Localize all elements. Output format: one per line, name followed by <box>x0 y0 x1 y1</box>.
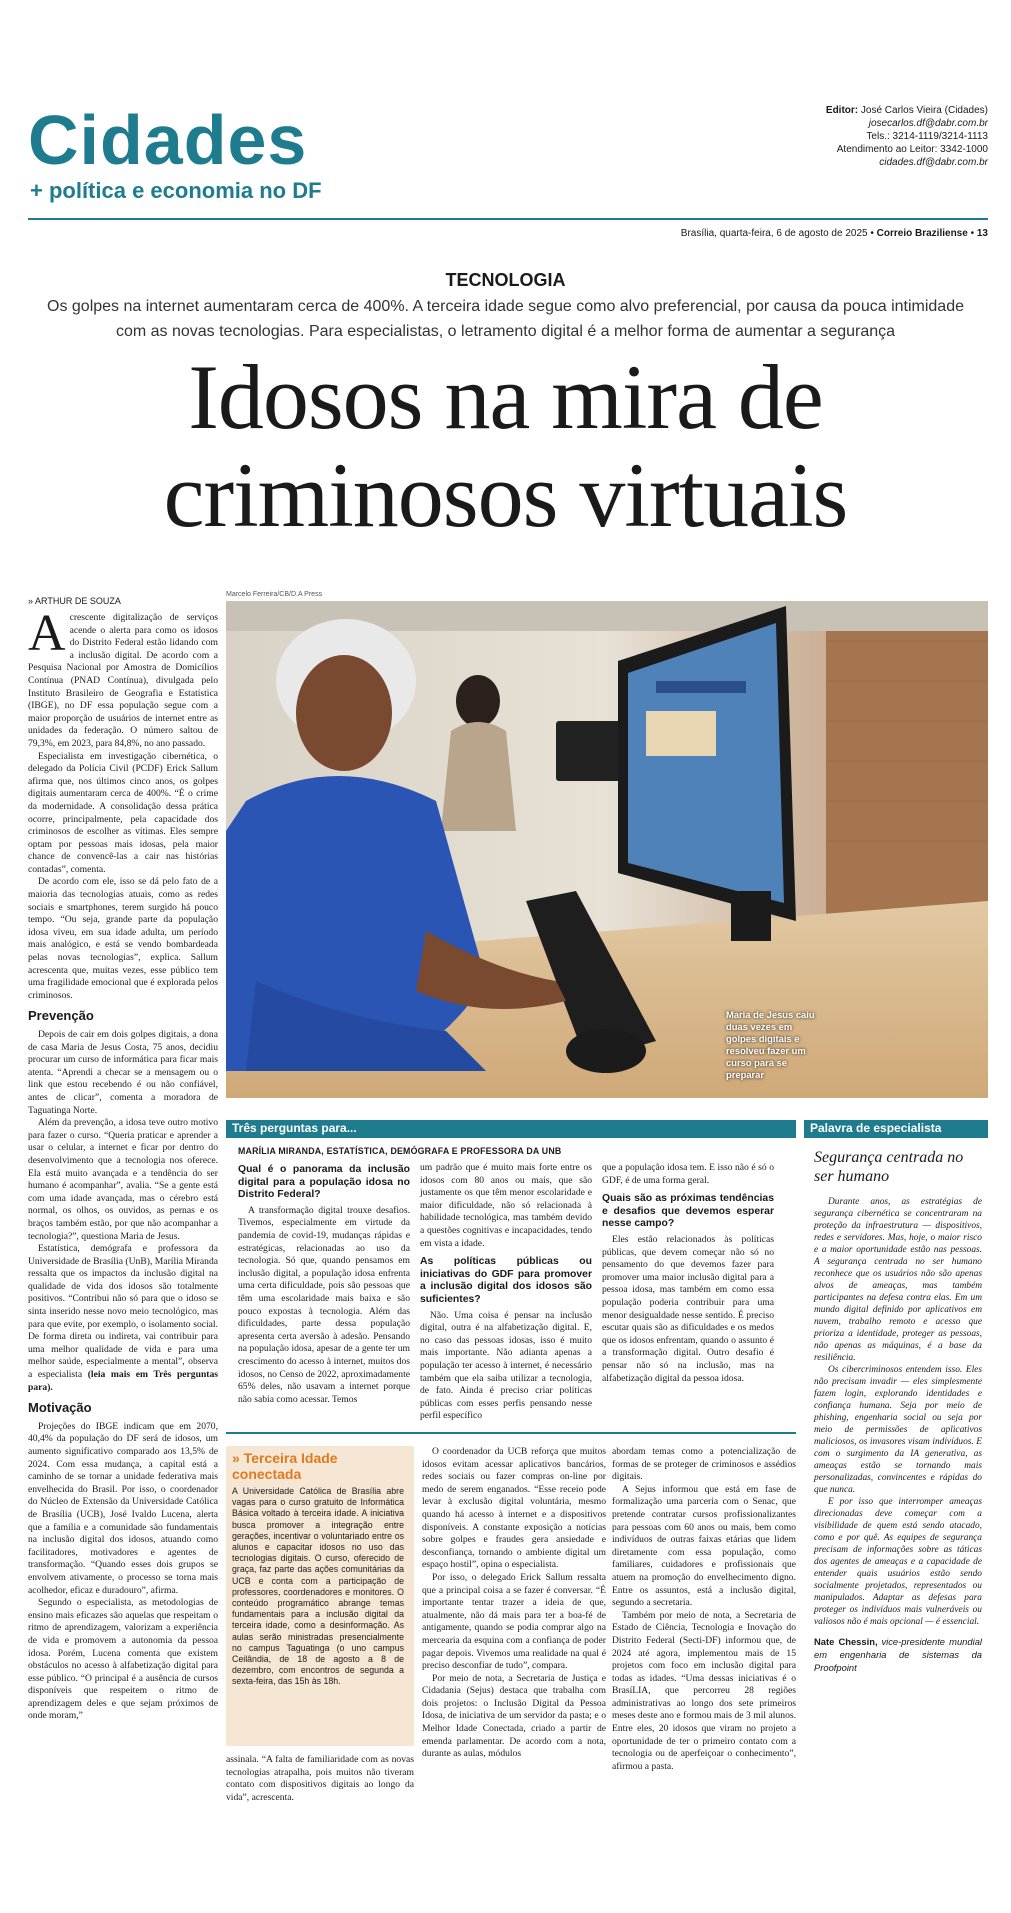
body-paragraph: A Sejus informou que está em fase de formalização uma parceria com o Senac, que pretende contratar cursos profissionalizantes para pessoas com 60 anos ou mais, bem como indivíduos de outras faixas etárias que lidem diretamente com essa população, como familiares, cuidadores e profissionais que atuem na promoção do envelhecimento digno. Entre os assuntos, está a inclusão digital, segundo a secretaria. <box>612 1483 796 1609</box>
photo-illustration <box>226 601 988 1098</box>
opinion-author <box>814 1636 982 1675</box>
date-text: Brasília, quarta-feira, 6 de agosto de 2025 <box>680 228 868 239</box>
lead-paragraph <box>28 605 218 751</box>
opinion-paragraph: E por isso que interromper ameaças direcionadas deve começar com a visibilidade de quem está sendo atacado, como e por quê. As equipes de segurança precisam de informações sobre as táticas dos agentes de ameaças e a capacidade de entender quais usuários estão sendo socialmente projetados, representados ou manipulados. Adaptar as defesas para proteger os indivíduos mais vulneráveis ou valiosos não é mais opcional — é essencial. <box>814 1497 982 1627</box>
answer-2-cont: que a população idosa tem. E isso não é só o GDF, é de uma forma geral. <box>602 1162 774 1186</box>
tres-perguntas-box <box>226 1120 796 1434</box>
question-1: Qual é o panorama da inclusão digital para a população idosa no Distrito Federal? <box>238 1164 410 1201</box>
photo-credit: Marcelo Ferreira/CB/D.A Press <box>226 591 323 598</box>
body-paragraph: Segundo o especialista, as metodologias de ensino mais eficazes são aquelas que respeitam o ritmo de aprendizagem, valorizam a experiência de vida e promovem a autonomia da pessoa idosa. Porém, Lucena comenta que existem obstáculos no acesso à alfabetização digital para esse público. “O principal é a ausência de cursos disponíveis que respeitem o ritmo de aprendizagem deles e que sejam próximos de onde moram,” <box>28 1597 218 1722</box>
dateline: Brasília, quarta-feira, 6 de agosto de 2025 • Correio Braziliense • 13 <box>680 228 988 239</box>
terceira-idade-box <box>226 1446 414 1746</box>
question-3: Quais são as próximas tendências e desafios que devemos esperar nesse campo? <box>602 1193 774 1230</box>
tres-perguntas-label: Três perguntas para... <box>232 1121 357 1135</box>
cross-ref: (leia mais em Três perguntas para). <box>28 1369 219 1393</box>
tres-col2 <box>420 1162 592 1423</box>
reader-service: Atendimento ao Leitor: 3342-1000 <box>836 144 988 155</box>
dropcap: A <box>28 605 66 662</box>
byline: » ARTHUR DE SOUZA <box>28 596 121 606</box>
section-email[interactable]: cidades.df@dabr.com.br <box>879 157 988 168</box>
editor-name: José Carlos Vieira (Cidades) <box>860 105 988 116</box>
editor-label: Editor: <box>825 105 859 116</box>
question-2: As políticas públicas ou iniciativas do GDF para promover a inclusão digital dos idosos são suficientes? <box>420 1256 592 1305</box>
standfirst: Os golpes na internet aumentaram cerca de 400%. A terceira idade segue como alvo preferencial, por causa da pouca intimidade com as novas tecnologias. Para especialistas, o letramento digital é a melhor forma de aumentar a segurança <box>47 298 964 340</box>
terceira-idade-text: A Universidade Católica de Brasília abre vagas para o curso gratuito de Informática Básica voltado à terceira idade. A iniciativa busca promover a integração entre gerações, incentivar o voluntariado entre os alunos e capacitar idosos no uso das tecnologias digitais. O curso, oferecido de graça, faz parte das ações comunitárias da UCB e conta com a participação de professores, coordenadores e monitores. O conteúdo programático abrange temas fundamentais para a inclusão digital da terceira idade, como a desinformação. As aulas serão ministradas presencialmente no campus Taguatinga (o uno campus Ceilândia, de 18 de agosto a 8 de dezembro, com encontros de segunda a sexta-feira, das 15h às 18h. <box>232 1486 404 1687</box>
body-col-lower1: assinala. “A falta de familiaridade com as novas tecnologias atrapalha, pois muitos não tiveram contato com dispositivos digitais ao longo da vida”, acrescenta. <box>226 1754 414 1803</box>
opinion-paragraph: Durante anos, as estratégias de segurança cibernética se concentraram na proteção da infraestrutura — dispositivos, redes e servidores. Mas, hoje, o maior risco e a maior oportunidade estão nas pessoas. A segurança centrada no ser humano reconhece que os usuários não são apenas alvos de ameaças, mas também participantes na defesa contra elas. Em um mundo digital definido por aplicativos em nuvem, trabalho remoto e acesso que prioriza a identidade, proteger as pessoas, não apenas as máquinas, é a base da resiliência. <box>814 1197 982 1363</box>
editor-info <box>720 104 988 169</box>
tres-col3 <box>602 1162 774 1385</box>
answer-3: Eles estão relacionados às políticas públicas, que devem começar não só no pensamento do que devemos fazer para promover uma maior inclusão digital para a pessoa idosa, mas também em como essa população poderia contribuir para uma menor desigualdade nesse sentido. É preciso escutar quais são as dificuldades e os medos que os idosos enfrentam, quando o assunto é a transformação digital. Outro desafio é pensar não só na inclusão, mas na alfabetização digital da pessoa idosa. <box>602 1233 774 1384</box>
main-photo <box>226 601 988 1098</box>
tres-col1 <box>238 1158 410 1406</box>
terceira-idade-title: » Terceira Idade conectada <box>232 1450 338 1482</box>
body-col-lower3 <box>612 1446 796 1773</box>
opinion-label: Palavra de especialista <box>810 1121 942 1135</box>
answer-2: Não. Uma coisa é pensar na inclusão digital, outra é na alfabetização digital. E, no caso das pessoas idosas, isso é muito mais importante. Não adianta apenas a população ter acesso à internet, é necessário também que ela saiba utilizar a tecnologia, de fato. Ainda é preciso criar políticas públicas com esses perfis pensando nesse perfil específico <box>420 1309 592 1422</box>
editor-email[interactable]: josecarlos.df@dabr.com.br <box>868 118 988 129</box>
headline <box>0 348 1011 544</box>
body-text: Estatística, demógrafa e professora da Universidade de Brasília (UnB), Marília Miranda ressalta que os impactos da inclusão digital na qualidade de vida dos idosos são totalmente positivos. “Contribui não só para que o idoso se sinta inserido nesse novo meio tecnológico, mas para que evite, por exemplo, o isolamento social. De forma direta ou indireta, vai contribuir para uma melhor qualidade de vida e para uma melhor saúde, especialmente a mental”, observa a especialista <box>28 1243 218 1381</box>
author-name: Nate Chessin, <box>814 1636 878 1647</box>
body-paragraph: Por meio de nota, a Secretaria de Justiça e Cidadania (Sejus) destaca que trabalha com dois projetos: o Inclusão Digital da Pessoa Idosa, de iniciativa de um servidor da pasta; e o Melhor Idade Conectada, criado a partir de emenda parlamentar. De acordo com a nota, durante as aulas, módulos <box>422 1672 606 1760</box>
opinion-box <box>804 1120 988 1780</box>
body-paragraph: De acordo com ele, isso se dá pelo fato de a maioria das tecnologias atuais, como as redes sociais e smartphones, terem surgido há pouco tempo. “Ou seja, grande parte da população idosa viveu, em sua idade adulta, um período mais analógico, e está se vendo bombardeada pelas novas tecnologias”, explica. Sallum acrescenta que, muitas vezes, esse público tem uma fragilidade emocional que é explorada pelos criminosos. <box>28 876 218 1001</box>
interviewee: MARÍLIA MIRANDA, ESTATÍSTICA, DEMÓGRAFA E PROFESSORA DA UNB <box>238 1146 562 1156</box>
phones: Tels.: 3214-1119/3214-1113 <box>866 131 988 142</box>
opinion-body <box>814 1196 982 1675</box>
body-paragraph <box>28 1243 218 1394</box>
page-number: 13 <box>976 228 988 239</box>
section-subtitle: + política e economia no DF <box>30 178 322 203</box>
body-paragraph: Especialista em investigação cibernética, o delegado da Polícia Civil (PCDF) Erick Sallum afirma que, nos últimos cinco anos, os golpes digitais aumentaram cerca de 400%. “É o crime da modernidade. A consolidação dessa prática ocorre, principalmente, pela capacidade dos criminosos de escolher as vítimas. Eles sempre optam por pessoas mais idosas, pela maior chance de convencê-las a cair nas histórias contadas”, comenta. <box>28 750 218 875</box>
lead-text: crescente digitalização de serviços acende o alerta para como os idosos do Distrito Federal estão lidando com a inclusão digital. De acordo com a Pesquisa Nacional por Amostra de Domicílios Contínua (PNAD Contínua), divulgada pelo Instituto Brasileiro de Geografia e Estatística (IBGE), no DF essa população segue com a maior proporção de usuários de internet entre as unidades da federação. O número saltou de 79,3%, em 2023, para 84,8%, no ano passado. <box>28 612 218 749</box>
kicker: TECNOLOGIA <box>445 270 566 290</box>
body-paragraph: Além da prevenção, a idosa teve outro motivo para fazer o curso. “Queria praticar e aprender a usar o celular, a internet e ficar por dentro do desenvolvimento que a tecnologia nos oferece. Ela está muito avançada e a tendência do ser humano é acompanhar”, avalia. “Se a gente está com uma idade avançada, mas o cérebro está normal, os olhos, os ouvidos, as pernas e os braços também estão, por que não acompanhar a tecnologia?”, questiona Maria de Jesus. <box>28 1117 218 1242</box>
opinion-title: Segurança centrada no ser humano <box>814 1149 964 1185</box>
body-paragraph: abordam temas como a potencialização de formas de se proteger de criminosos e assédios digitais. <box>612 1446 796 1483</box>
section-title: Cidades <box>28 101 308 179</box>
body-col-lower2 <box>422 1446 606 1761</box>
headline-line2: criminosos virtuais <box>163 444 848 546</box>
answer-1-cont: um padrão que é muito mais forte entre os idosos com 80 anos ou mais, que são justamente os que têm menor escolaridade e maior dificuldade, não só relacionada à habilidade tecnológica, mas também devido a questões cognitivas e incapacidades, tendo em vista a idade. <box>420 1162 592 1249</box>
masthead-rule <box>28 218 988 220</box>
answer-1: A transformação digital trouxe desafios. Tivemos, especialmente em virtude da pandemia de covid-19, mudanças rápidas e estratégicas, relacionadas ao uso da tecnologia. Só que, quando pensamos em inclusão digital, a população idosa enfrenta uma certa dificuldade, pois são pessoas que têm uma escolaridade mais baixa e são pouco expostas à tecnologia. Além das dificuldades, parte dessa população apresenta certa aversão à adesão. Pensando na população idosa, apesar de a gente ter um crescimento do acesso à internet, muitos dos idosos, no Censo de 2022, aproximadamente 65% deles, não usavam a internet porque não sabia como acessar. Temos <box>238 1204 410 1405</box>
opinion-paragraph: Os cibercriminosos entendem isso. Eles não precisam invadir — eles simplesmente fazem login, explorando identidades e confiança humana. Seja por meio de phishing, engenharia social ou seja por meio de permissões de aplicativos maliciosos, os invasores visam indivíduos. E com o surgimento da IA generativa, as ameaças estão se tornando mais personalizadas, convincentes e rápidas do que nunca. <box>814 1365 982 1495</box>
body-paragraph: Depois de cair em dois golpes digitais, a dona de casa Maria de Jesus Costa, 75 anos, decidiu procurar um curso de informática para ficar mais atenta. “Aprendi a checar se a mensagem ou o link que estou recebendo é ou não confiável, antes de clicar”, comenta a moradora de Taguatinga Norte. <box>28 1029 218 1116</box>
photo-caption: Maria de Jesus caiu duas vezes em golpes digitais e resolveu fazer um curso para se preparar <box>726 1009 815 1080</box>
body-paragraph: Também por meio de nota, a Secretaria de Estado de Ciência, Tecnologia e Inovação do Distrito Federal (Secti-DF) informou que, de 2024 até agora, implementou mais de 15 projetos com foco em inclusão digital para todas as idades. “Uma dessas iniciativas é o BrasíLIA, que percorreu 28 regiões administrativas ao longo dos sete primeiros meses deste ano e formou mais de 3 mil alunos. Entre eles, 20 idosos que viram no projeto a oportunidade de ter o primeiro contato com a tecnologia ou de aperfeiçoar o conhecimento”, afirmou a pasta. <box>612 1609 796 1772</box>
lead-column <box>28 605 219 1723</box>
author-role: vice-presidente mundial em engenharia de sistemas da Proofpoint <box>814 1636 982 1673</box>
subhead-motivacao: Motivação <box>28 1400 92 1416</box>
newspaper-name: Correio Braziliense <box>876 228 968 239</box>
body-paragraph: Por isso, o delegado Erick Sallum ressalta que a principal coisa a se fazer é conversar. “É importante tentar trazer a ideia de que, atualmente, não dá mais para ter a boa-fé de antigamente, quando se podia comprar algo na mercearia da esquina com a confiança de poder pagar depois. Vivemos uma realidade na qual é preciso desconfiar de tudo”, compara. <box>422 1571 606 1672</box>
headline-line1: Idosos na mira de <box>188 346 823 448</box>
subhead-prevencao: Prevenção <box>28 1008 94 1024</box>
body-paragraph: Projeções do IBGE indicam que em 2070, 40,4% da população do DF será de idosos, um aumento significativo comparado aos 13,5% de 2024. Com essa mudança, a capital está a caminho de se tornar a unidade federativa mais envelhecida do Brasil. Por isso, o coordenador do Núcleo de Extensão da Universidade Católica de Brasília (UCB), José Ivaldo Lucena, alerta que a família e a comunidade são fundamentais na inclusão digital dos idosos, atuando como facilitadores, motivadores e agentes de transformação. “Quando esses dois grupos se envolvem ativamente, o processo se torna mais acolhedor, eficaz e duradouro”, afirma. <box>28 1420 218 1596</box>
body-paragraph: O coordenador da UCB reforça que muitos idosos evitam acessar aplicativos bancários, redes sociais ou fazer compras on-line por medo de serem enganados. “Esse receio pode levar à exclusão digital voluntária, mesmo quando há acesso à internet e a dispositivos disponíveis. A constante exposição a notícias sobre golpes e fraudes gera ansiedade e desconfiança, tornando o ambiente digital um espaço hostil”, opina o especialista. <box>422 1446 606 1571</box>
tres-perguntas-bottom-rule <box>226 1432 796 1434</box>
